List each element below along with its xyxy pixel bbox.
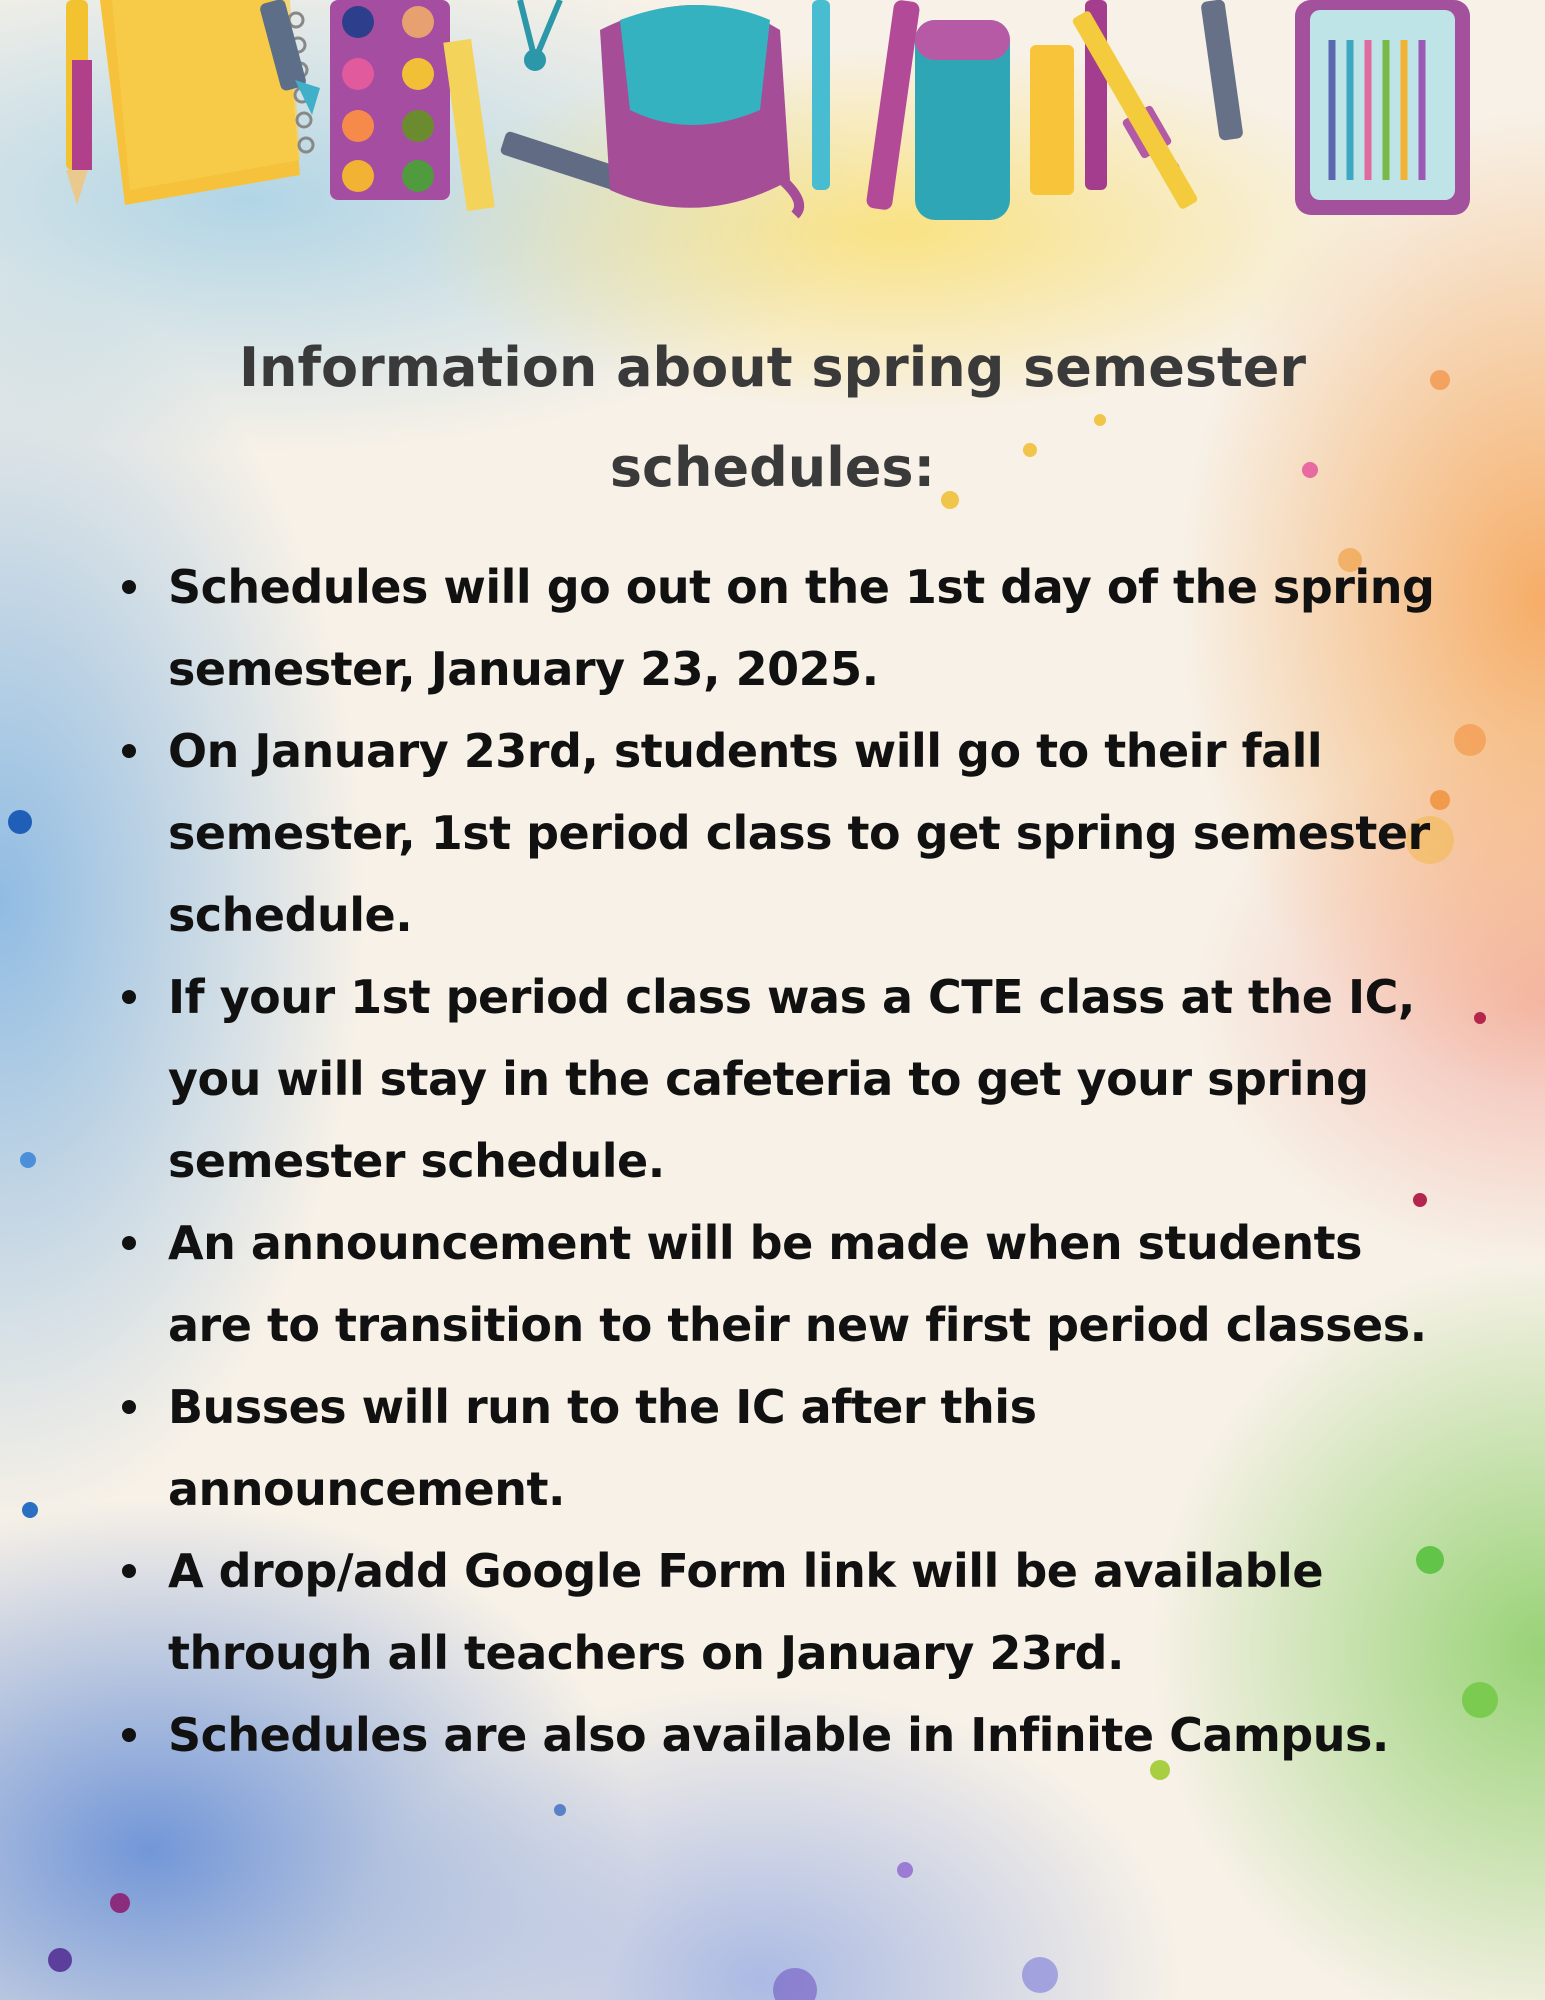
backpack-icon (600, 5, 799, 215)
bullet-icon (122, 1236, 136, 1250)
list-item (114, 1694, 1444, 1776)
open-pencil-case-icon (1295, 0, 1470, 215)
bullet-icon (122, 1564, 136, 1578)
list-item-text: An announcement will be made when students are to transition to their new first period classes. (168, 1216, 1427, 1352)
gray-pen-icon (1200, 0, 1243, 141)
bullet-icon (122, 744, 136, 758)
watercolor-palette-icon (330, 0, 450, 200)
list-item-text: Schedules will go out on the 1st day of the spring semester, January 23, 2025. (168, 560, 1435, 696)
yellow-pencil-icon (66, 0, 92, 205)
list-item-text: Schedules are also available in Infinite Campus. (168, 1708, 1389, 1762)
list-item-text: If your 1st period class was a CTE class at the IC, you will stay in the cafeteria to get your spring semester schedule. (168, 970, 1415, 1188)
list-item (114, 710, 1444, 956)
ruler-icon (443, 39, 494, 211)
bullet-list (114, 546, 1444, 1776)
compass-icon (520, 0, 560, 68)
bullet-icon (122, 580, 136, 594)
list-item-text: A drop/add Google Form link will be available through all teachers on January 23rd. (168, 1544, 1324, 1680)
list-item-text: Busses will run to the IC after this announcement. (168, 1380, 1037, 1516)
teal-pen-icon (812, 0, 830, 190)
list-item (114, 956, 1444, 1202)
bullet-icon (122, 990, 136, 1004)
list-item (114, 1530, 1444, 1694)
list-item (114, 1366, 1444, 1530)
bullet-icon (122, 1400, 136, 1414)
bullet-icon (122, 1728, 136, 1742)
pencil-case-icon (915, 20, 1010, 220)
list-item (114, 1202, 1444, 1366)
pink-pen-icon (866, 0, 921, 211)
page-title: Information about spring semester schedules: (238, 336, 1307, 499)
list-item (114, 546, 1444, 710)
list-item-text: On January 23rd, students will go to their fall semester, 1st period class to get spring semester schedule. (168, 724, 1430, 942)
highlighter-icon (1030, 45, 1074, 195)
